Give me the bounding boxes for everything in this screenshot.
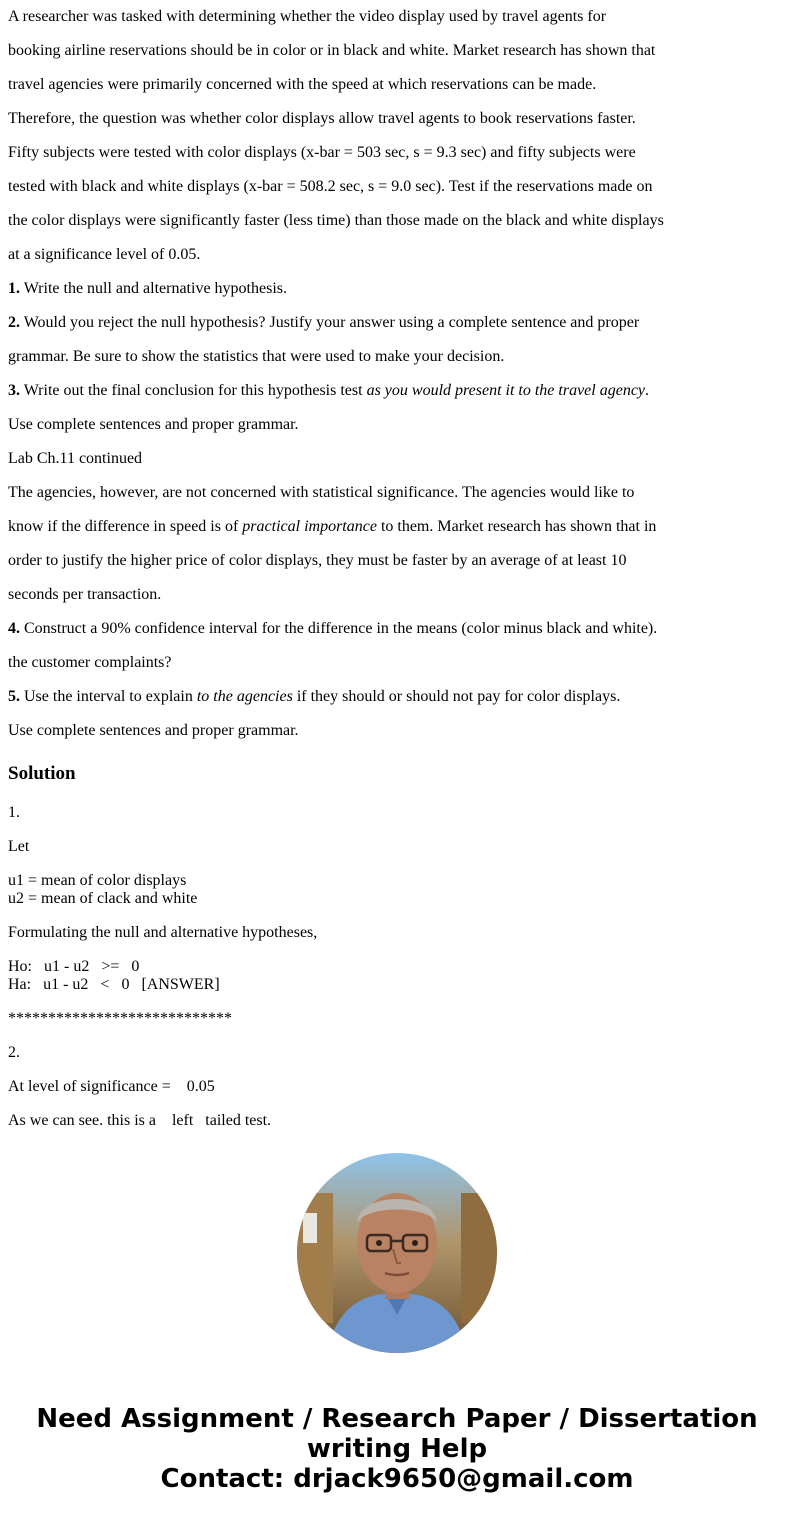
agencies-text: to them. Market research has shown that in	[376, 518, 657, 535]
question-text: if they should or should not pay for color displays.	[292, 688, 621, 705]
solution-part-1: 1.	[8, 804, 20, 821]
question-4	[8, 612, 786, 646]
intro-line: tested with black and white displays (x-bar = 508.2 sec, s = 9.0 sec). Test if the reservations made on	[8, 178, 653, 195]
question-text: Construct a 90% confidence interval for the difference in the means (color minus black and white).	[20, 620, 658, 637]
agencies-line: order to justify the higher price of color displays, they must be faster by an average of at least 10	[8, 552, 627, 569]
intro-line: the color displays were significantly faster (less time) than those made on the black and white displays	[8, 212, 664, 229]
solution-section	[8, 804, 786, 1130]
question-1	[8, 272, 786, 306]
question-3-continued: Use complete sentences and proper grammar.	[8, 416, 299, 433]
u2-definition: u2 = mean of clack and white	[8, 890, 198, 907]
author-avatar	[297, 1153, 497, 1353]
u1-definition: u1 = mean of color displays	[8, 872, 187, 889]
null-hypothesis: Ho: u1 - u2 >= 0	[8, 958, 140, 975]
intro-line: travel agencies were primarily concerned with the speed at which reservations can be made.	[8, 76, 597, 93]
question-emphasis: as you would present it to the travel agency	[366, 382, 646, 399]
agencies-text: know if the difference in speed is of	[8, 518, 243, 535]
question-text: .	[645, 382, 650, 399]
agencies-line: The agencies, however, are not concerned with statistical significance. The agencies would like to	[8, 484, 635, 501]
intro-line: at a significance level of 0.05.	[8, 246, 201, 263]
question-5	[8, 680, 786, 714]
solution-part-2: 2.	[8, 1044, 20, 1061]
question-number: 3.	[8, 382, 20, 399]
footer-line-1: Need Assignment / Research Paper / Dissertation	[36, 1404, 758, 1434]
question-section	[8, 0, 786, 748]
question-number: 5.	[8, 688, 20, 705]
formulating-text: Formulating the null and alternative hypotheses,	[8, 924, 318, 941]
agencies-emphasis: practical importance	[242, 518, 377, 535]
question-text: Use the interval to explain	[20, 688, 197, 705]
intro-line: A researcher was tasked with determining whether the video display used by travel agents for	[8, 8, 607, 25]
continued-heading: Lab Ch.11 continued	[8, 450, 143, 467]
intro-line: Therefore, the question was whether color displays allow travel agents to book reservations faster.	[8, 110, 636, 127]
person-photo-icon	[297, 1153, 497, 1353]
tailed-test: As we can see. this is a left tailed test.	[8, 1112, 272, 1129]
question-4-continued: the customer complaints?	[8, 654, 172, 671]
question-2	[8, 306, 786, 340]
question-5-continued: Use complete sentences and proper grammar.	[8, 722, 299, 739]
intro-line: booking airline reservations should be in color or in black and white. Market research has shown that	[8, 42, 656, 59]
question-number: 1.	[8, 280, 20, 297]
question-number: 2.	[8, 314, 20, 331]
intro-line: Fifty subjects were tested with color displays (x-bar = 503 sec, s = 9.3 sec) and fifty subjects were	[8, 144, 636, 161]
footer-line-2: writing Help	[306, 1434, 488, 1464]
variable-definitions	[8, 872, 786, 908]
footer-contact[interactable]: Contact: drjack9650@gmail.com	[160, 1464, 634, 1494]
question-text: Write out the final conclusion for this hypothesis test	[20, 382, 367, 399]
separator-stars: ****************************	[8, 1010, 232, 1027]
agencies-line: seconds per transaction.	[8, 586, 162, 603]
footer-banner	[0, 1404, 794, 1494]
alternative-hypothesis: Ha: u1 - u2 < 0 [ANSWER]	[8, 976, 220, 993]
question-3	[8, 374, 786, 408]
question-emphasis: to the agencies	[196, 688, 293, 705]
question-2-continued: grammar. Be sure to show the statistics that were used to make your decision.	[8, 348, 505, 365]
question-text: Would you reject the null hypothesis? Justify your answer using a complete sentence and proper	[20, 314, 640, 331]
agencies-line	[8, 510, 786, 544]
solution-heading: Solution	[8, 763, 76, 784]
question-number: 4.	[8, 620, 20, 637]
significance-level: At level of significance = 0.05	[8, 1078, 215, 1095]
hypotheses	[8, 958, 786, 994]
let-label: Let	[8, 838, 30, 855]
question-text: Write the null and alternative hypothesis.	[20, 280, 287, 297]
